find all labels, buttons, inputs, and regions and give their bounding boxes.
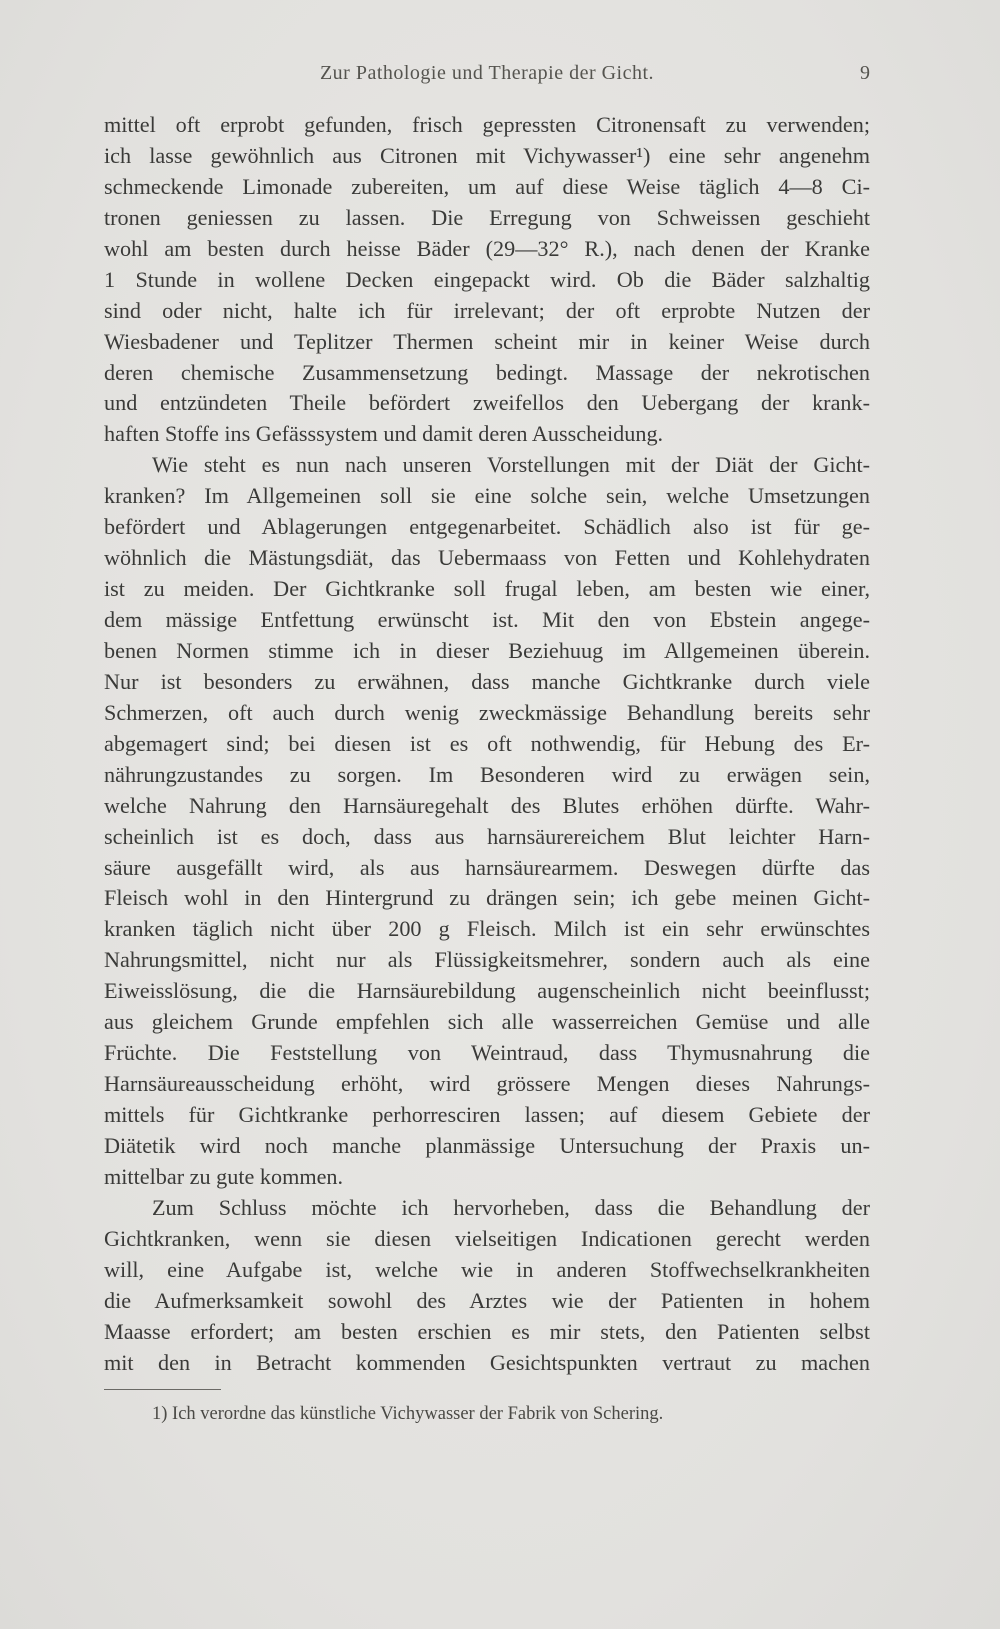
text-line: Nur ist besonders zu erwähnen, dass manche Gichtkranke durch viele <box>104 668 870 694</box>
text-line: Nahrungsmittel, nicht nur als Flüssigkeitsmehrer, sondern auch als eine <box>104 947 870 973</box>
text-line: benen Normen stimme ich in dieser Beziehuug im Allgemeinen überein. <box>104 637 870 663</box>
text-line: tronen geniessen zu lassen. Die Erregung von Schweissen geschieht <box>104 204 870 230</box>
text-line: Maasse erfordert; am besten erschien es mir stets, den Patienten selbst <box>104 1318 870 1344</box>
text-line: mittelbar zu gute kommen. <box>104 1163 344 1189</box>
text-line: kranken täglich nicht über 200 g Fleisch. Milch ist ein sehr erwünschtes <box>104 916 870 942</box>
text-line: säure ausgefällt wird, als aus harnsäurearmem. Deswegen dürfte das <box>104 854 870 880</box>
text-line: aus gleichem Grunde empfehlen sich alle wasserreichen Gemüse und alle <box>104 1009 870 1035</box>
text-line: Harnsäureausscheidung erhöht, wird grössere Mengen dieses Nahrungs- <box>104 1071 870 1097</box>
text-line: mittels für Gichtkranke perhorresciren lassen; auf diesem Gebiete der <box>104 1102 870 1127</box>
text-line: ich lasse gewöhnlich aus Citronen mit Vichywasser¹) eine sehr angenehm <box>104 142 870 168</box>
text-line: Wiesbadener und Teplitzer Thermen scheint mir in keiner Weise durch <box>104 328 870 354</box>
text-line: befördert und Ablagerungen entgegenarbeitet. Schädlich also ist für ge- <box>104 514 870 540</box>
text-line: deren chemische Zusammensetzung bedingt. Massage der nekrotischen <box>104 359 870 385</box>
text-line: wöhnlich die Mästungsdiät, das Uebermaass von Fetten und Kohlehydraten <box>104 545 870 571</box>
footnote: 1) Ich verordne das künstliche Vichywasser der Fabrik von Schering. <box>152 1404 664 1424</box>
text-line: 1 Stunde in wollene Decken eingepackt wird. Ob die Bäder salzhaltig <box>104 266 870 292</box>
text-line: sind oder nicht, halte ich für irrelevant; der oft erprobte Nutzen der <box>104 297 870 323</box>
text-line: Gichtkranken, wenn sie diesen vielseitigen Indicationen gerecht werden <box>104 1225 870 1251</box>
text-line: Früchte. Die Feststellung von Weintraud, dass Thymusnahrung die <box>104 1040 870 1066</box>
text-line: will, eine Aufgabe ist, welche wie in anderen Stoffwechselkrankheiten <box>104 1256 870 1282</box>
text-line: scheinlich ist es doch, dass aus harnsäurereichem Blut leichter Harn- <box>104 823 870 849</box>
running-head-title: Zur Pathologie und Therapie der Gicht. <box>319 62 655 84</box>
text-line: Schmerzen, oft auch durch wenig zweckmässige Behandlung bereits sehr <box>104 699 870 725</box>
text-line: mittel oft erprobt gefunden, frisch gepressten Citronensaft zu verwenden; <box>104 112 870 137</box>
text-line: mit den in Betracht kommenden Gesichtspunkten vertraut zu machen <box>104 1349 870 1375</box>
body-text <box>104 110 870 1378</box>
text-line: kranken? Im Allgemeinen soll sie eine solche sein, welche Umsetzungen <box>104 483 870 509</box>
text-line: schmeckende Limonade zubereiten, um auf diese Weise täglich 4—8 Ci- <box>104 173 870 199</box>
text-line: und entzündeten Theile befördert zweifellos den Uebergang der krank- <box>104 390 870 416</box>
text-line: haften Stoffe ins Gefässsystem und damit deren Ausscheidung. <box>104 421 664 447</box>
footnote-divider <box>104 1389 221 1390</box>
text-line: dem mässige Entfettung erwünscht ist. Mit den von Ebstein angege- <box>104 607 870 632</box>
text-line: Diätetik wird noch manche planmässige Untersuchung der Praxis un- <box>104 1132 870 1158</box>
running-head <box>104 62 870 88</box>
text-line: welche Nahrung den Harnsäuregehalt des Blutes erhöhen dürfte. Wahr- <box>104 792 870 818</box>
text-line: Wie steht es nun nach unseren Vorstellungen mit der Diät der Gicht- <box>152 452 870 478</box>
text-line: nährungzustandes zu sorgen. Im Besonderen wird zu erwägen sein, <box>104 761 870 787</box>
text-line: abgemagert sind; bei diesen ist es oft nothwendig, für Hebung des Er- <box>104 730 870 756</box>
text-line: wohl am besten durch heisse Bäder (29—32° R.), nach denen der Kranke <box>104 235 870 261</box>
text-line: Fleisch wohl in den Hintergrund zu drängen sein; ich gebe meinen Gicht- <box>104 885 870 911</box>
text-line: ist zu meiden. Der Gichtkranke soll frugal leben, am besten wie einer, <box>104 576 870 602</box>
text-line: die Aufmerksamkeit sowohl des Arztes wie der Patienten in hohem <box>104 1287 870 1313</box>
text-line: Zum Schluss möchte ich hervorheben, dass die Behandlung der <box>152 1194 870 1220</box>
text-line: Eiweisslösung, die die Harnsäurebildung augenscheinlich nicht beeinflusst; <box>104 978 870 1004</box>
page-number: 9 <box>860 62 870 84</box>
